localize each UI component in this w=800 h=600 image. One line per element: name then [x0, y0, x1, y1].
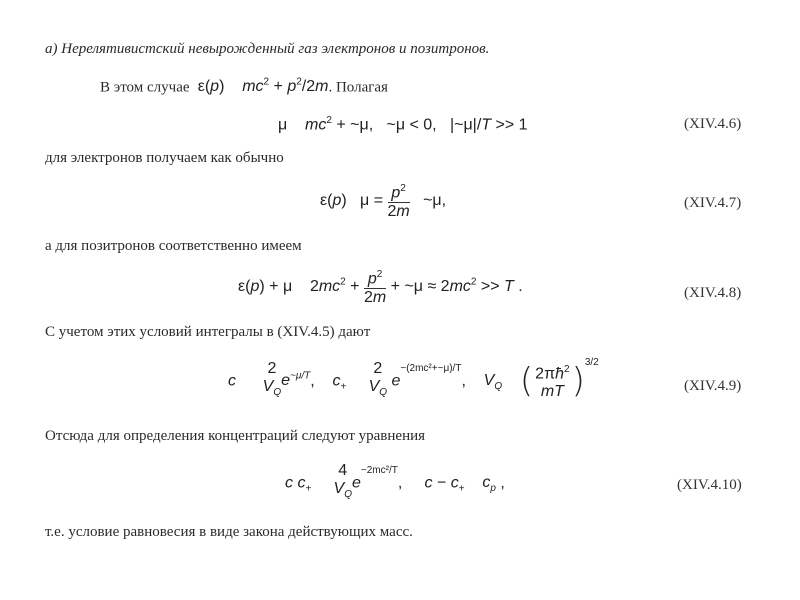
equation-number-4-7: (XIV.4.7) — [684, 195, 742, 211]
equation-number-4-6: (XIV.4.6) — [684, 116, 742, 132]
paragraph-1 — [100, 77, 388, 96]
paragraph-2: для электронов получаем как обычно — [45, 150, 284, 166]
paragraph-3: а для позитронов соответственно имеем — [45, 238, 302, 254]
paragraph-1-text: В этом случае — [100, 79, 190, 96]
energy-expression: ε(p) $mc^2 + p^2/2m$ — [193, 77, 329, 96]
equation-number-4-9: (XIV.4.9) — [684, 378, 742, 394]
equation-number-4-10: (XIV.4.10) — [677, 477, 742, 493]
equation-4-6: μ $mc^2$ + ~μ, ~μ < 0, |~μ|/T >> 1 — [278, 115, 528, 134]
paragraph-6: т.е. условие равновесия в виде закона действующих масс. — [45, 524, 413, 540]
paragraph-5: Отсюда для определения концентраций следуют уравнения — [45, 428, 426, 444]
paragraph-1-tail: . Полагая — [328, 79, 388, 96]
paragraph-4: С учетом этих условий интегралы в (XIV.4.5) дают — [45, 324, 371, 340]
equation-number-4-8: (XIV.4.8) — [684, 285, 742, 301]
section-heading: а) Нерелятивистский невырожденный газ электронов и позитронов. — [45, 41, 490, 57]
equation-4-10: c $c_+$ 4 $V_Q$ $e^{-2mc^2/T}$, $c - c_+$ $c_p$ , — [285, 462, 505, 501]
equation-4-8: ε(p) + μ $2mc^2$ + $\frac{p^2}{2m}$ + ~μ ≈ $2mc^2 >> T$ . — [238, 266, 523, 307]
equation-4-7: ε(p) μ = $\frac{p^2}{2m}$ ~μ, — [320, 180, 446, 221]
equation-4-9: c 2 $V_Q$ $e^{\sim\mu/T}$, $c_+$ 2 $V_Q$ $e^{-(2mc^2+\sim\mu)/T}$, $V_Q$ ( $2\pi ħ^2$ mT )$^{3/2}$ — [228, 357, 599, 402]
